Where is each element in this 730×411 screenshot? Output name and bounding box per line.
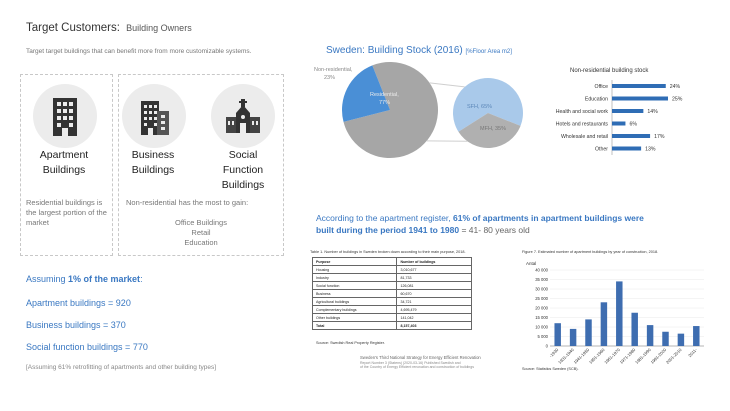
nonres-category-label: Health and social work xyxy=(555,109,608,115)
nonres-value-label: 25% xyxy=(672,96,683,103)
table-cell: Housing xyxy=(313,266,397,274)
apartment-register-text xyxy=(316,212,656,236)
table-cell: 4,695,479 xyxy=(397,306,472,314)
fig7-ytick-label: 40 000 xyxy=(535,267,548,273)
apt-line1-prefix: According to the apartment register, xyxy=(316,213,454,223)
apt-line2-suffix: = 41- 80 years old xyxy=(459,225,530,235)
table-cell: Social function xyxy=(313,282,397,290)
nonres-value-label: 17% xyxy=(654,134,665,140)
title-subtitle: Building Owners xyxy=(126,23,192,33)
building-stock-pie-chart xyxy=(310,60,540,190)
apartment-icon-circle xyxy=(33,84,97,148)
apt-line2-highlight: built during the period 1941 to 1980 xyxy=(316,225,460,235)
nonres-category-label: Hotels and restaurants xyxy=(555,121,608,128)
apt-line1-highlight: 61% of apartments in apartment buildings were xyxy=(453,213,644,223)
sweden-title-text: Sweden: Building Stock (2016) xyxy=(326,45,463,56)
assuming-highlight: 1% of the market xyxy=(68,274,141,284)
market-business: Business buildings = 370 xyxy=(26,320,126,330)
social-icon-circle xyxy=(211,84,275,148)
market-footnote: [Assuming 61% retrofitting of apartments and other building types] xyxy=(26,364,217,371)
nonres-bar xyxy=(612,147,641,151)
table1-footer-line2: Report Number 3 (Statens) (2020-03-16) Published Swedish and xyxy=(360,360,461,365)
sfh-label: SFH, 65% xyxy=(467,104,493,110)
fig7-category-label: 1981-1990 xyxy=(634,347,652,365)
table-row xyxy=(313,274,472,282)
fig7-category-label: 1931-1940 xyxy=(557,347,575,365)
table1-footer xyxy=(360,356,481,370)
table-cell: Total xyxy=(313,322,397,330)
nonres-value-label: 6% xyxy=(629,121,637,128)
table-header-row xyxy=(313,258,472,266)
nonres-value-label: 13% xyxy=(645,146,656,153)
apartment-note: Residential buildings is the largest portion of the market xyxy=(26,198,107,227)
table-cell: Business xyxy=(313,290,397,298)
table-row xyxy=(313,314,472,322)
residential-pct: 77% xyxy=(379,100,391,106)
fig7-category-label: 1971-1980 xyxy=(618,347,637,365)
nonres-category-label: Other xyxy=(595,146,608,153)
table-cell: 8,157,403 xyxy=(397,322,472,330)
fig7-source: Source: Statistics Sweden (SCB). xyxy=(522,367,579,371)
fig7-bar xyxy=(693,326,699,346)
nonres-category-label: Office xyxy=(594,84,608,90)
nonres-item-office: Office Buildings xyxy=(175,218,227,227)
fig7-bar xyxy=(647,325,653,346)
table-row-total xyxy=(313,322,472,330)
fig7-ytick-label: 0 xyxy=(545,343,548,349)
fig7-category-label: 1961-1970 xyxy=(603,347,622,365)
tagline: Target target buildings that can benefit more from more customizable systems. xyxy=(26,48,252,55)
fig7-ylabel: Antal xyxy=(526,261,537,266)
fig7-ytick-label: 20 000 xyxy=(535,305,548,311)
apartment-building-icon xyxy=(50,96,80,136)
table-cell: Complementary buildings xyxy=(313,306,397,314)
table-cell: 81,733 xyxy=(397,274,472,282)
apartment-year-bar-chart xyxy=(512,256,712,374)
market-social: Social function buildings = 770 xyxy=(26,342,148,352)
apt-line1 xyxy=(316,212,656,224)
fig7-bar xyxy=(570,329,576,346)
market-apartment: Apartment buildings = 920 xyxy=(26,298,131,308)
church-building-icon xyxy=(224,99,262,133)
table1-footer-line1: Sweden's Third National Strategy for Energy Efficient Renovation xyxy=(360,355,481,360)
nonres-pie-label: Non-residential, xyxy=(314,67,353,73)
business-icon-circle xyxy=(122,84,186,148)
nonres-item-retail: Retail xyxy=(191,228,211,237)
table-header-purpose: Purpose xyxy=(313,258,397,266)
fig7-category-label: 2011- xyxy=(687,347,699,359)
nonres-bar xyxy=(612,109,643,113)
nonres-bar xyxy=(612,84,666,88)
building-purpose-table xyxy=(312,257,472,330)
fig7-ytick-label: 15 000 xyxy=(535,315,548,320)
nonres-value-label: 14% xyxy=(647,109,658,115)
fig7-category-label: 1991-2000 xyxy=(649,347,668,365)
nonres-list xyxy=(126,218,276,248)
market-assuming xyxy=(26,274,143,284)
nonres-bar xyxy=(612,122,625,126)
table-cell: 34,721 xyxy=(397,298,472,306)
fig7-ytick-label: 10 000 xyxy=(535,324,548,330)
table-row xyxy=(313,306,472,314)
pie-connector-top xyxy=(430,83,465,87)
apt-line2 xyxy=(316,224,656,236)
mfh-label: MFH, 35% xyxy=(480,126,506,132)
residential-label: Residential, xyxy=(370,92,399,98)
fig7-ytick-label: 5 000 xyxy=(537,334,548,339)
table-row xyxy=(313,282,472,290)
table-cell: 60,670 xyxy=(397,290,472,298)
table1-footer-line3: of the Country of Energy Efficient renovation and construction of buildings xyxy=(360,365,474,370)
fig7-bar xyxy=(616,281,622,346)
fig7-bar xyxy=(631,313,637,346)
title-text: Target Customers: xyxy=(26,22,120,34)
nonres-item-education: Education xyxy=(184,238,218,247)
table1-wrapper xyxy=(312,257,472,330)
page-title xyxy=(26,22,192,34)
nonres-bar xyxy=(612,97,668,101)
fig7-bar xyxy=(554,323,560,346)
sweden-title xyxy=(326,45,512,56)
table1-source: Source: Swedish Real Property Register. xyxy=(316,341,385,345)
assuming-suffix: : xyxy=(140,274,143,284)
fig7-category-label: 1941-1950 xyxy=(572,347,591,365)
nonres-category-label: Wholesale and retail xyxy=(560,134,608,140)
assuming-prefix: Assuming xyxy=(26,274,69,284)
fig7-ytick-label: 25 000 xyxy=(535,296,548,301)
nonres-stock-chart-title: Non-residential building stock xyxy=(570,68,649,74)
fig7-ytick-label: 35 000 xyxy=(535,277,548,282)
fig7-ytick-label: 30 000 xyxy=(535,286,548,292)
nonres-bar-chart xyxy=(540,78,710,158)
table-cell: Other buildings xyxy=(313,314,397,322)
table-row xyxy=(313,298,472,306)
fig7-bar xyxy=(678,334,684,346)
fig7-bar xyxy=(662,332,668,346)
table-cell: Industry xyxy=(313,274,397,282)
table1-caption: Table 1. Number of buildings in Sweden broken down according to their main purpose, 2018. xyxy=(310,250,466,254)
nonres-pie-pct: 23% xyxy=(324,75,336,81)
nonres-bar xyxy=(612,134,650,138)
fig7-category-label: -1930 xyxy=(548,347,560,359)
business-label: Business Buildings xyxy=(131,149,175,176)
fig7-category-label: 2001-2010 xyxy=(664,347,683,365)
fig7-bar xyxy=(585,319,591,346)
nonres-note: Non-residential has the most to gain: xyxy=(126,198,249,207)
table-header-count: Number of buildings xyxy=(397,258,472,266)
social-label: Social Function Buildings xyxy=(221,149,265,191)
table-cell: 141,042 xyxy=(397,314,472,322)
apartment-label: Apartment Buildings xyxy=(39,149,89,176)
nonres-value-label: 24% xyxy=(669,84,681,90)
fig7-title: Figure 7. Estimated number of apartment buildings by year of construction, 2018. xyxy=(522,250,659,254)
fig7-bar xyxy=(601,302,607,346)
sweden-title-unit: [%Floor Area m2] xyxy=(465,49,512,55)
fig7-category-label: 1951-1960 xyxy=(587,347,606,365)
table-cell: 3,010,677 xyxy=(397,266,472,274)
nonres-category-label: Education xyxy=(584,96,608,103)
table-cell: Agricultural buildings xyxy=(313,298,397,306)
office-building-icon xyxy=(137,97,171,135)
table-row xyxy=(313,290,472,298)
table-row xyxy=(313,266,472,274)
table-cell: 126,081 xyxy=(397,282,472,290)
